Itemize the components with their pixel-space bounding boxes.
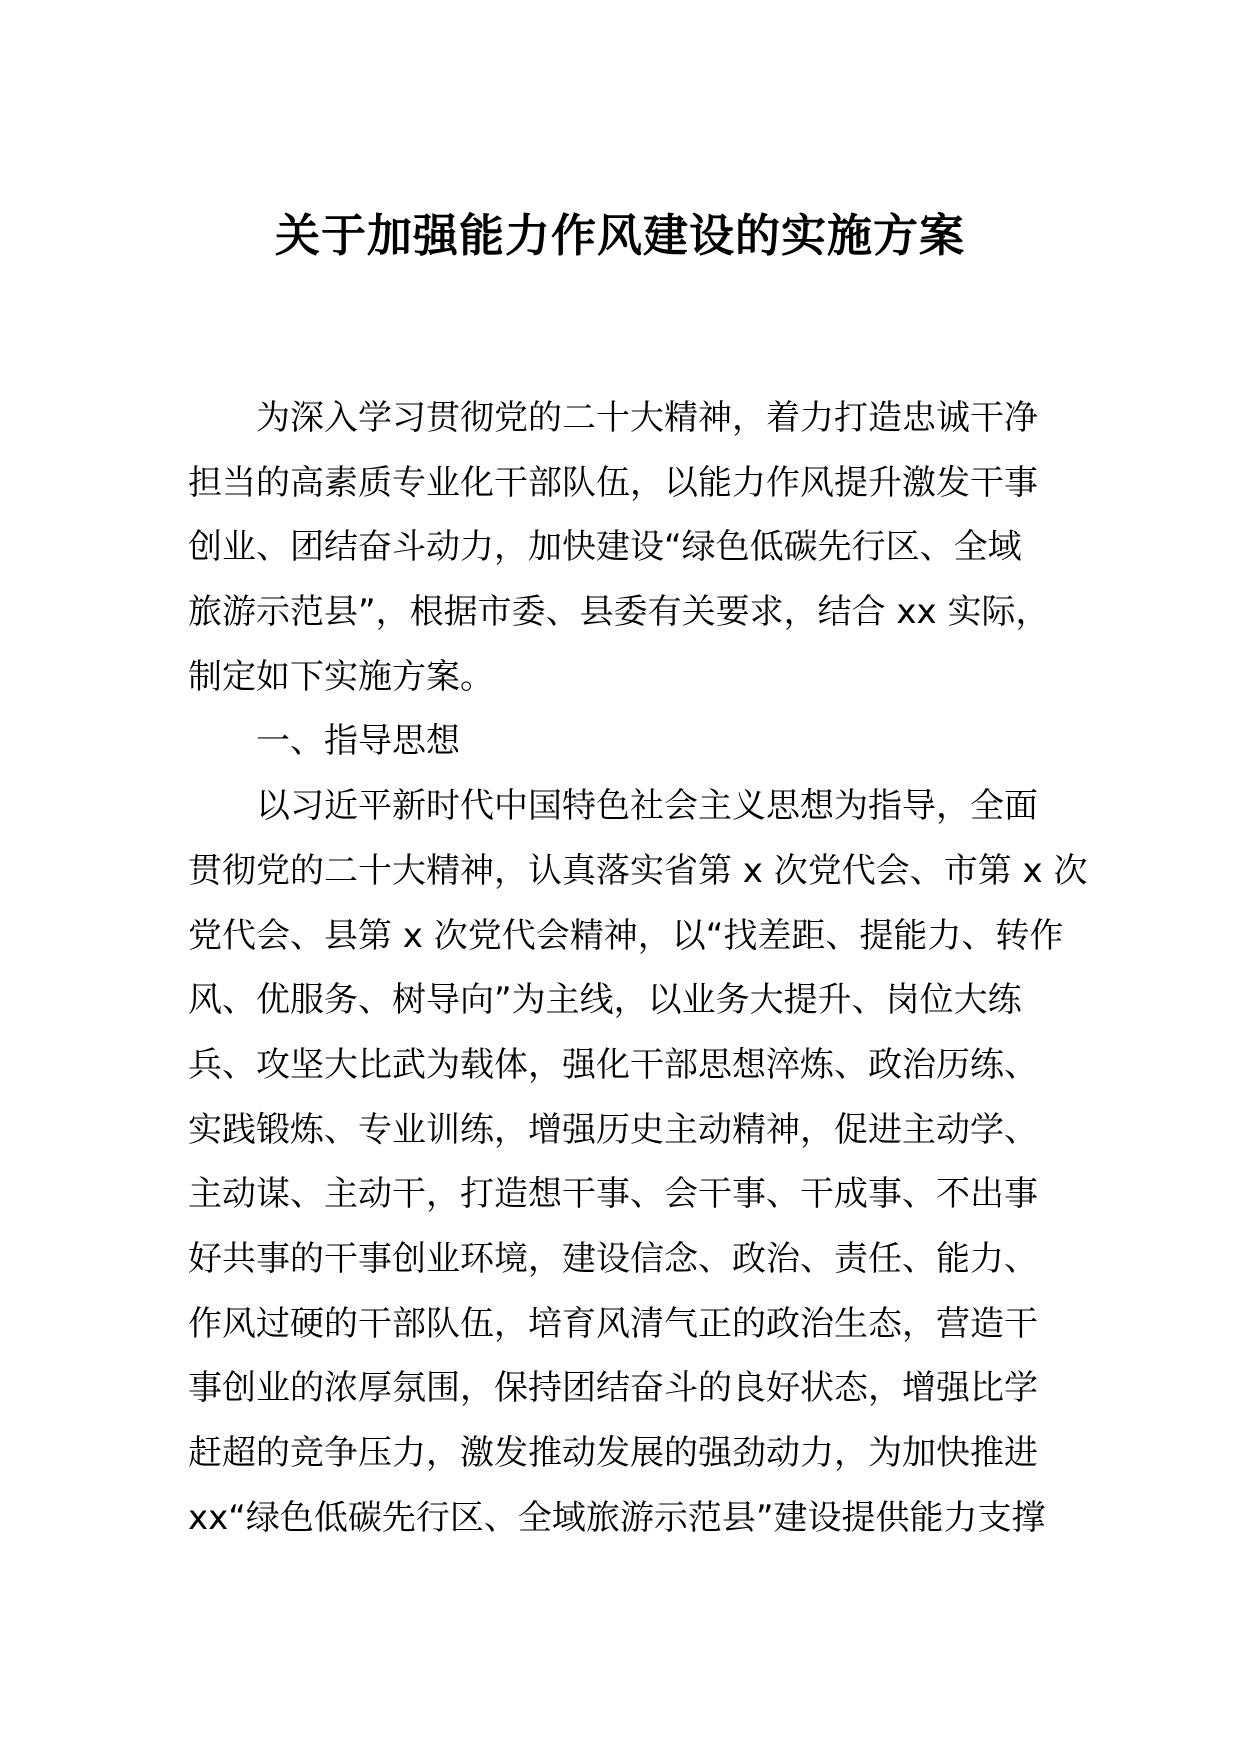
document-body xyxy=(188,386,1088,1550)
paragraph-line: xx“绿色低碳先行区、全域旅游示范县”建设提供能力支撑 xyxy=(188,1497,1046,1538)
paragraph-line: 风、优服务、树导向”为主线，以业务大提升、岗位大练 xyxy=(188,980,1022,1021)
paragraph-line: 以习近平新时代中国特色社会主义思想为指导，全面 xyxy=(256,786,1038,827)
paragraph-line: 贯彻党的二十大精神，认真落实省第 x 次党代会、市第 x 次 xyxy=(188,850,1088,891)
paragraph-line: 赶超的竞争压力，激发推动发展的强劲动力，为加快推进 xyxy=(188,1433,1038,1473)
paragraph-line: 担当的高素质专业化干部队伍，以能力作风提升激发干事 xyxy=(188,462,1038,503)
section-heading: 一、指导思想 xyxy=(256,721,460,762)
paragraph-line: 事创业的浓厚氛围，保持团结奋斗的良好状态，增强比学 xyxy=(188,1368,1038,1409)
paragraph-line: 为深入学习贯彻党的二十大精神，着力打造忠诚干净 xyxy=(256,398,1038,438)
paragraph-line: 创业、团结奋斗动力，加快建设“绿色低碳先行区、全域 xyxy=(188,527,1022,568)
paragraph-line: 好共事的干事创业环境，建设信念、政治、责任、能力、 xyxy=(188,1238,1038,1279)
document-title: 关于加强能力作风建设的实施方案 xyxy=(274,209,965,262)
paragraph-line: 作风过硬的干部队伍，培育风清气正的政治生态，营造干 xyxy=(188,1303,1038,1344)
paragraph-line: 党代会、县第 x 次党代会精神，以“找差距、提能力、转作 xyxy=(188,915,1064,956)
paragraph-line: 主动谋、主动干，打造想干事、会干事、干成事、不出事 xyxy=(188,1174,1038,1215)
paragraph-line: 制定如下实施方案。 xyxy=(188,656,494,697)
paragraph-line: 实践锻炼、专业训练，增强历史主动精神，促进主动学、 xyxy=(188,1109,1038,1150)
paragraph-line: 兵、攻坚大比武为载体，强化干部思想淬炼、政治历练、 xyxy=(188,1044,1038,1085)
paragraph-line: 旅游示范县”，根据市委、县委有关要求，结合 xx 实际， xyxy=(188,592,1050,633)
